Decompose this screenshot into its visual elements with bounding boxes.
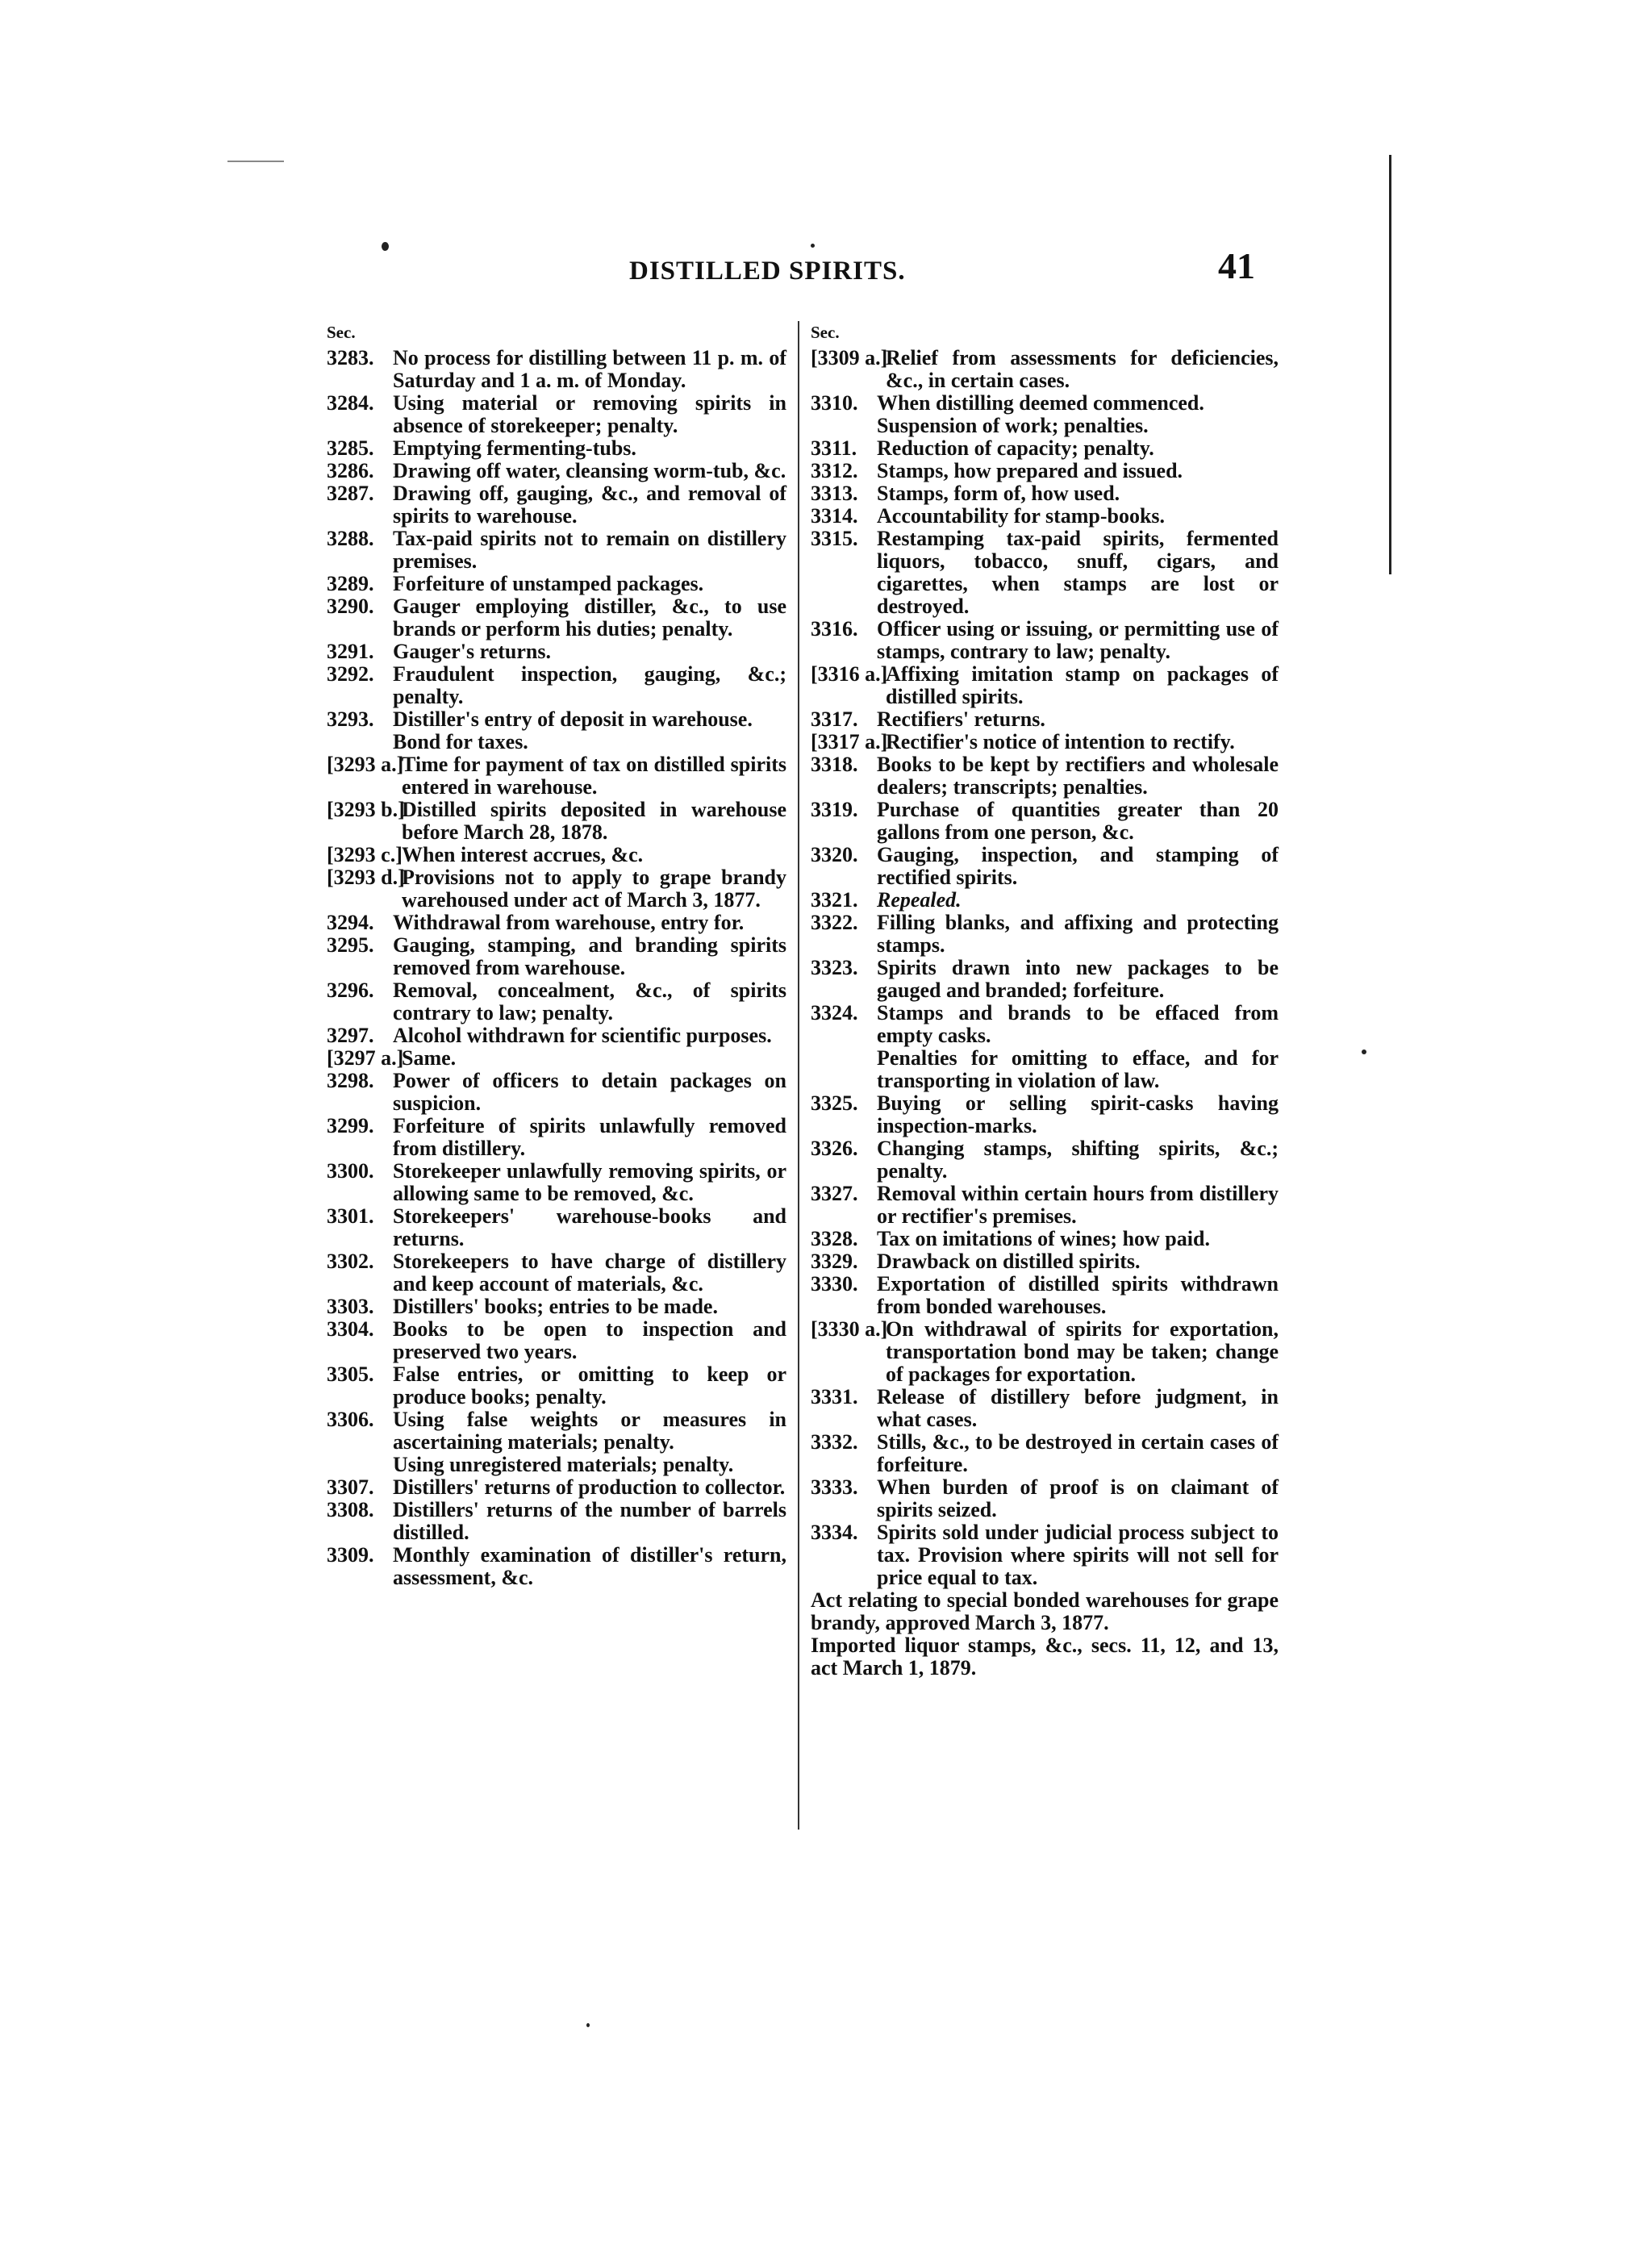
section-description: Removal, concealment, &c., of spirits contrary to law; penalty.: [393, 979, 786, 1024]
section-description: Power of officers to detain packages on suspicion.: [393, 1069, 786, 1115]
left-column: [327, 321, 786, 1589]
section-number: 3318.: [811, 753, 858, 776]
index-entry: [811, 912, 1279, 957]
index-entry: [327, 437, 786, 460]
section-description: Penalties for omitting to efface, and for transporting in violation of law.: [877, 1046, 1279, 1092]
index-entry: [811, 505, 1279, 528]
index-entry: [327, 460, 786, 482]
section-number: 3284.: [327, 391, 374, 415]
section-number: [3297 a.]: [327, 1046, 404, 1070]
section-description: Buying or selling spirit-casks having inspection-marks.: [877, 1091, 1279, 1137]
section-number: 3334.: [811, 1521, 858, 1544]
section-label: Sec.: [811, 323, 840, 342]
index-entry: [811, 1092, 1279, 1137]
section-description: Distilled spirits deposited in warehouse before March 28, 1878.: [402, 798, 786, 844]
section-description: Monthly examination of distiller's return, assessment, &c.: [393, 1543, 786, 1589]
section-description: Drawing off water, cleansing worm-tub, &c.: [393, 459, 786, 482]
scan-artifact-line: [227, 161, 284, 162]
running-header-title: DISTILLED SPIRITS.: [629, 257, 906, 286]
section-number: 3325.: [811, 1091, 858, 1115]
index-entry: [327, 1115, 786, 1160]
section-number: 3289.: [327, 572, 374, 595]
index-entry: [811, 663, 1279, 708]
index-entry: [811, 1273, 1279, 1318]
section-description: False entries, or omitting to keep or produce books; penalty.: [393, 1362, 786, 1408]
index-entry: [811, 1318, 1279, 1386]
index-entry: [327, 1476, 786, 1499]
section-number: [327, 1454, 393, 1476]
index-entry: [327, 1250, 786, 1296]
section-description: Exportation of distilled spirits withdrawn from bonded warehouses.: [877, 1272, 1279, 1318]
section-number: 3321.: [811, 888, 858, 912]
section-description: Forfeiture of spirits unlawfully removed from distillery.: [393, 1114, 786, 1160]
section-description: Withdrawal from warehouse, entry for.: [393, 911, 745, 934]
section-description: Officer using or issuing, or permitting use of stamps, contrary to law; penalty.: [877, 617, 1279, 663]
index-entry: [811, 528, 1279, 618]
section-label: Sec.: [327, 323, 356, 342]
section-number: 3285.: [327, 436, 374, 460]
index-entry: [811, 1521, 1279, 1589]
section-number: 3288.: [327, 527, 374, 550]
index-entry: [327, 731, 786, 753]
index-entry: [811, 753, 1279, 799]
section-number: [3317 a.]: [811, 730, 888, 753]
section-description: Drawback on distilled spirits.: [877, 1250, 1141, 1273]
index-entry: [327, 595, 786, 641]
index-entry: [811, 1476, 1279, 1521]
scan-artifact-dot: [811, 244, 815, 248]
section-number: [3293 c.]: [327, 843, 403, 866]
section-description: Storekeepers' warehouse-books and returns.: [393, 1204, 786, 1250]
index-entry: [811, 731, 1279, 753]
section-description: Using false weights or measures in ascertaining materials; penalty.: [393, 1408, 786, 1454]
acts-list: [811, 1589, 1279, 1680]
act-reference: Act relating to special bonded warehouses for grape brandy, approved March 3, 1877.: [811, 1588, 1279, 1634]
right-entries-list: [811, 347, 1279, 1589]
left-entries-list: [327, 347, 786, 1589]
section-description: When burden of proof is on claimant of spirits seized.: [877, 1475, 1279, 1521]
index-entry: [327, 347, 786, 392]
section-number: 3329.: [811, 1250, 858, 1273]
section-description: Forfeiture of unstamped packages.: [393, 572, 704, 595]
section-description: Affixing imitation stamp on packages of distilled spirits.: [886, 662, 1279, 708]
section-description: Distillers' books; entries to be made.: [393, 1295, 718, 1318]
section-number: [3330 a.]: [811, 1317, 888, 1341]
section-number: 3286.: [327, 459, 374, 482]
index-entry: [327, 1047, 786, 1070]
section-number: 3330.: [811, 1272, 858, 1296]
section-description: Suspension of work; penalties.: [877, 414, 1149, 437]
section-description: Using unregistered materials; penalty.: [393, 1453, 734, 1476]
index-entry: [811, 1183, 1279, 1228]
section-number: [811, 415, 877, 437]
section-number: 3307.: [327, 1475, 374, 1499]
index-entry: [327, 866, 786, 912]
index-entry: [327, 1205, 786, 1250]
section-number: 3295.: [327, 933, 374, 957]
index-entry: [327, 528, 786, 573]
section-description: Tax on imitations of wines; how paid.: [877, 1227, 1210, 1250]
section-number: 3306.: [327, 1408, 374, 1431]
index-entry: [811, 1250, 1279, 1273]
section-description: Relief from assessments for deficiencies, &c., in certain cases.: [886, 346, 1279, 392]
index-entry: [811, 482, 1279, 505]
section-description: Storekeepers to have charge of distillery and keep account of materials, &c.: [393, 1250, 786, 1296]
section-number: 3309.: [327, 1543, 374, 1567]
index-entry: [327, 1296, 786, 1318]
section-number: 3311.: [811, 436, 857, 460]
section-description: Gauging, inspection, and stamping of rectified spirits.: [877, 843, 1279, 889]
section-number: 3331.: [811, 1385, 858, 1408]
section-description: Stamps and brands to be effaced from empty casks.: [877, 1001, 1279, 1047]
index-entry: [327, 753, 786, 799]
scan-artifact-dot: [1362, 1049, 1366, 1054]
index-entry: [327, 641, 786, 663]
section-number: [3293 d.]: [327, 866, 405, 889]
section-number: 3298.: [327, 1069, 374, 1092]
section-description: Removal within certain hours from distillery or rectifier's premises.: [877, 1182, 1279, 1228]
section-description: Reduction of capacity; penalty.: [877, 436, 1154, 460]
scan-artifact-dot: [586, 2023, 590, 2027]
section-description: Stills, &c., to be destroyed in certain cases of forfeiture.: [877, 1430, 1279, 1476]
index-entry: [811, 957, 1279, 1002]
section-number: [3293 a.]: [327, 753, 404, 776]
index-entry: [327, 1070, 786, 1115]
index-entry: [327, 573, 786, 595]
index-entry: [811, 347, 1279, 392]
section-number: 3314.: [811, 504, 858, 528]
section-description: Books to be open to inspection and preserved two years.: [393, 1317, 786, 1363]
index-entry: [327, 844, 786, 866]
index-entry: [327, 1499, 786, 1544]
index-entry: [327, 979, 786, 1024]
section-description: Provisions not to apply to grape brandy warehoused under act of March 3, 1877.: [402, 866, 786, 912]
section-description: Spirits drawn into new packages to be gauged and branded; forfeiture.: [877, 956, 1279, 1002]
section-number: 3293.: [327, 707, 374, 731]
section-number: 3299.: [327, 1114, 374, 1137]
section-description: Drawing off, gauging, &c., and removal of spirits to warehouse.: [393, 482, 786, 528]
section-number: 3290.: [327, 595, 374, 618]
section-description: Gauging, stamping, and branding spirits removed from warehouse.: [393, 933, 786, 979]
section-number: 3322.: [811, 911, 858, 934]
index-entry: [811, 437, 1279, 460]
section-description: Alcohol withdrawn for scientific purposes.: [393, 1024, 772, 1047]
section-description: Using material or removing spirits in absence of storekeeper; penalty.: [393, 391, 786, 437]
index-entry: [811, 889, 1279, 912]
index-entry: [327, 1363, 786, 1408]
section-number: 3313.: [811, 482, 858, 505]
section-description: When distilling deemed commenced.: [877, 391, 1204, 415]
section-number: [3316 a.]: [811, 662, 888, 686]
section-number: 3308.: [327, 1498, 374, 1521]
section-number: 3287.: [327, 482, 374, 505]
act-reference: Imported liquor stamps, &c., secs. 11, 12, and 13, act March 1, 1879.: [811, 1634, 1279, 1680]
section-description: On withdrawal of spirits for exportation, transportation bond may be taken; change of packages for exportation.: [886, 1317, 1279, 1386]
section-number: 3315.: [811, 527, 858, 550]
section-description: Storekeeper unlawfully removing spirits, or allowing same to be removed, &c.: [393, 1159, 786, 1205]
section-number: 3303.: [327, 1295, 374, 1318]
section-description: Release of distillery before judgment, in what cases.: [877, 1385, 1279, 1431]
section-description: Purchase of quantities greater than 20 gallons from one person, &c.: [877, 798, 1279, 844]
index-entry: [327, 799, 786, 844]
section-number: 3320.: [811, 843, 858, 866]
index-entry: [327, 1544, 786, 1589]
section-number: 3302.: [327, 1250, 374, 1273]
index-entry: [327, 1024, 786, 1047]
section-description: Distillers' returns of production to collector.: [393, 1475, 786, 1499]
index-entry: [811, 799, 1279, 844]
section-description: Rectifier's notice of intention to rectify.: [886, 730, 1235, 753]
index-entry: [327, 1160, 786, 1205]
index-entry: [327, 482, 786, 528]
section-description: Gauger's returns.: [393, 640, 551, 663]
section-number: 3319.: [811, 798, 858, 821]
section-number: 3304.: [327, 1317, 374, 1341]
index-entry: [811, 392, 1279, 415]
column-divider: [798, 321, 799, 1830]
section-number: 3328.: [811, 1227, 858, 1250]
section-description: Repealed.: [877, 888, 962, 912]
section-number: 3297.: [327, 1024, 374, 1047]
section-number: 3316.: [811, 617, 858, 641]
section-number: 3291.: [327, 640, 374, 663]
index-entry: [811, 1386, 1279, 1431]
section-number: 3283.: [327, 346, 374, 369]
section-description: Tax-paid spirits not to remain on distillery premises.: [393, 527, 786, 573]
section-number: [327, 731, 393, 753]
section-number: 3310.: [811, 391, 858, 415]
index-entry: [811, 844, 1279, 889]
index-entry: [327, 934, 786, 979]
index-entry: [327, 1318, 786, 1363]
section-number: 3294.: [327, 911, 374, 934]
index-entry: [811, 1431, 1279, 1476]
section-description: Accountability for stamp-books.: [877, 504, 1166, 528]
index-entry: [327, 912, 786, 934]
page-number: 41: [1218, 245, 1255, 286]
section-number: 3301.: [327, 1204, 374, 1228]
index-entry: [811, 708, 1279, 731]
right-column: [811, 321, 1279, 1680]
section-description: No process for distilling between 11 p. m. of Saturday and 1 a. m. of Monday.: [393, 346, 786, 392]
index-entry: [327, 663, 786, 708]
index-entry: [327, 1408, 786, 1454]
section-number: 3312.: [811, 459, 858, 482]
section-description: Rectifiers' returns.: [877, 707, 1045, 731]
section-description: Restamping tax-paid spirits, fermented liquors, tobacco, snuff, cigars, and cigarettes, when stamps are lost or destroyed.: [877, 527, 1279, 618]
index-entry: [327, 708, 786, 731]
scan-artifact-dot: [382, 242, 389, 251]
section-number: 3317.: [811, 707, 858, 731]
section-description: Stamps, form of, how used.: [877, 482, 1120, 505]
section-description: Filling blanks, and affixing and protecting stamps.: [877, 911, 1279, 957]
index-entry: [327, 392, 786, 437]
section-number: 3332.: [811, 1430, 858, 1454]
section-number: 3333.: [811, 1475, 858, 1499]
section-description: Fraudulent inspection, gauging, &c.; penalty.: [393, 662, 786, 708]
section-description: Time for payment of tax on distilled spirits entered in warehouse.: [402, 753, 786, 799]
index-entry: [811, 1137, 1279, 1183]
section-description: Emptying fermenting-tubs.: [393, 436, 636, 460]
index-entry: [811, 618, 1279, 663]
section-description: Changing stamps, shifting spirits, &c.; penalty.: [877, 1137, 1279, 1183]
section-description: Distillers' returns of the number of barrels distilled.: [393, 1498, 786, 1544]
index-entry: [811, 1228, 1279, 1250]
section-description: Same.: [402, 1046, 457, 1070]
section-number: 3305.: [327, 1362, 374, 1386]
section-number: [811, 1047, 877, 1092]
section-description: Gauger employing distiller, &c., to use brands or perform his duties; penalty.: [393, 595, 786, 641]
section-description: Bond for taxes.: [393, 730, 528, 753]
index-entry: [811, 1002, 1279, 1047]
index-entry: [811, 415, 1279, 437]
section-description: Spirits sold under judicial process subject to tax. Provision where spirits will not sell for price equal to tax.: [877, 1521, 1279, 1589]
section-number: 3292.: [327, 662, 374, 686]
section-description: Stamps, how prepared and issued.: [877, 459, 1183, 482]
section-number: [3309 a.]: [811, 346, 888, 369]
index-entry: [327, 1454, 786, 1476]
section-description: When interest accrues, &c.: [402, 843, 644, 866]
section-number: 3323.: [811, 956, 858, 979]
section-number: 3327.: [811, 1182, 858, 1205]
section-number: 3324.: [811, 1001, 858, 1024]
section-number: [3293 b.]: [327, 798, 405, 821]
index-entry: [811, 460, 1279, 482]
index-entry: [811, 1047, 1279, 1092]
section-number: 3326.: [811, 1137, 858, 1160]
section-description: Books to be kept by rectifiers and wholesale dealers; transcripts; penalties.: [877, 753, 1279, 799]
section-description: Distiller's entry of deposit in warehouse.: [393, 707, 753, 731]
scan-artifact-rule: [1389, 155, 1391, 574]
section-number: 3296.: [327, 979, 374, 1002]
section-number: 3300.: [327, 1159, 374, 1183]
